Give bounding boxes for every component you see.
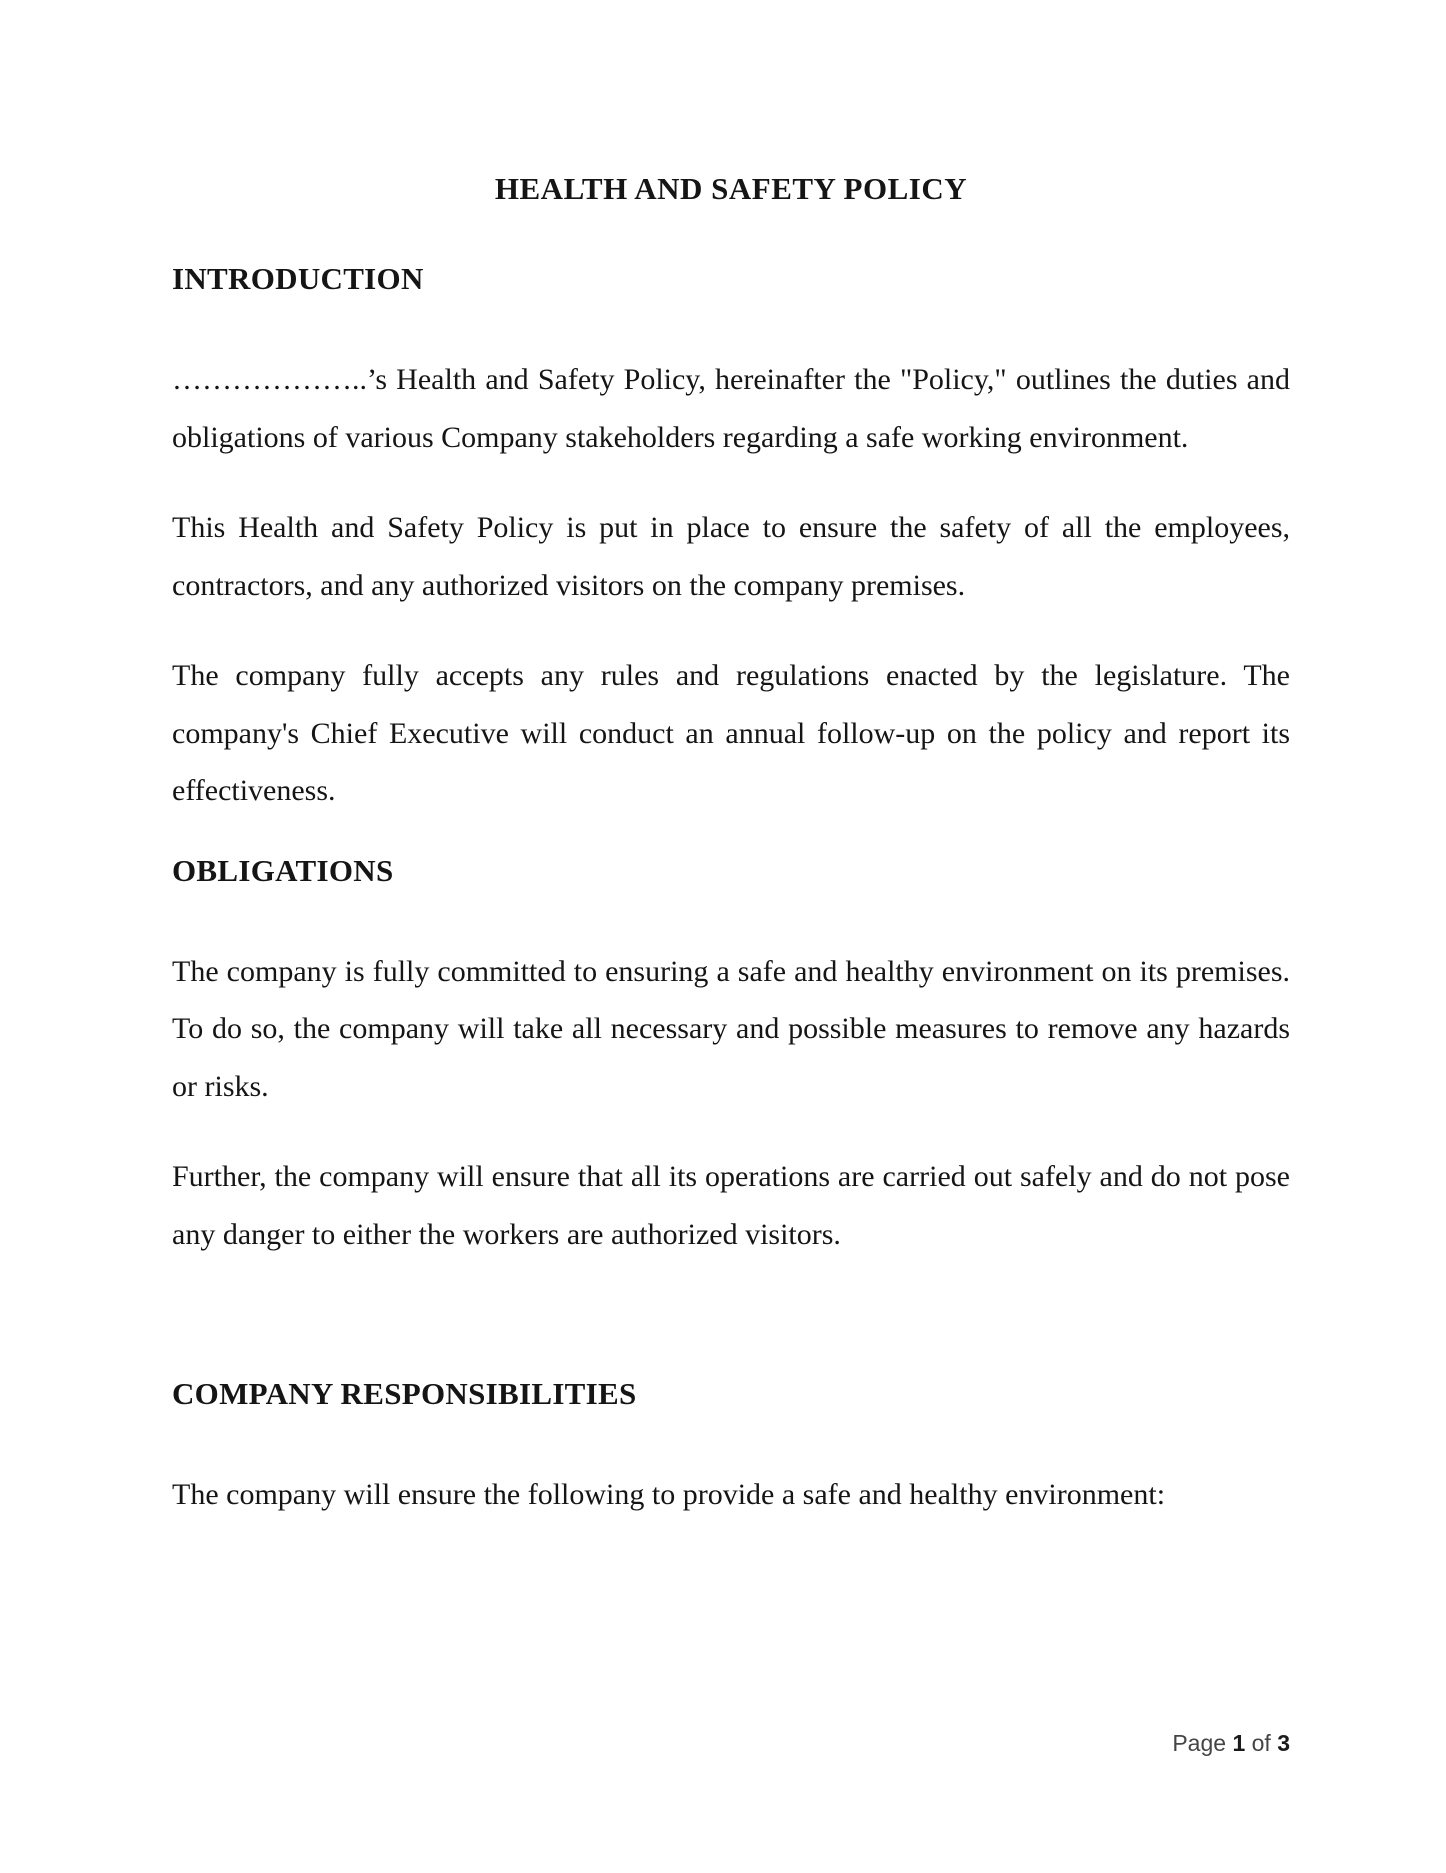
section-heading-introduction: INTRODUCTION	[172, 261, 424, 296]
section-obligations	[172, 853, 1290, 1264]
page-footer-label: Page	[1172, 1730, 1227, 1756]
page-footer-of-label: of	[1251, 1730, 1271, 1756]
section-introduction	[172, 261, 1290, 820]
paragraph: The company fully accepts any rules and regulations enacted by the legislature. The company's Chief Executive will conduct an annual follow-up on the policy and report its effectiveness.	[172, 659, 1290, 807]
paragraph: This Health and Safety Policy is put in place to ensure the safety of all the employees, contractors, and any authorized visitors on the company premises.	[172, 511, 1290, 602]
page-footer-current-number: 1	[1232, 1730, 1246, 1756]
section-company-responsibilities	[172, 1376, 1290, 1524]
paragraph: The company will ensure the following to provide a safe and healthy environment:	[172, 1478, 1166, 1511]
paragraph: The company is fully committed to ensuring a safe and healthy environment on its premises. To do so, the company will take all necessary and possible measures to remove any hazards or risks.	[172, 954, 1290, 1103]
page-footer-total-number: 3	[1277, 1730, 1290, 1756]
page-footer	[1172, 1730, 1290, 1757]
paragraph: ………………..’s Health and Safety Policy, hereinafter the "Policy," outlines the duties and obligations of various Company stakeholders regarding a safe working environment.	[172, 363, 1290, 454]
section-heading-company-responsibilities: COMPANY RESPONSIBILITIES	[172, 1376, 637, 1411]
page-title: HEALTH AND SAFETY POLICY	[494, 171, 968, 206]
paragraph: Further, the company will ensure that all its operations are carried out safely and do not pose any danger to either the workers are authorized visitors.	[172, 1160, 1290, 1251]
section-heading-obligations: OBLIGATIONS	[172, 852, 394, 888]
